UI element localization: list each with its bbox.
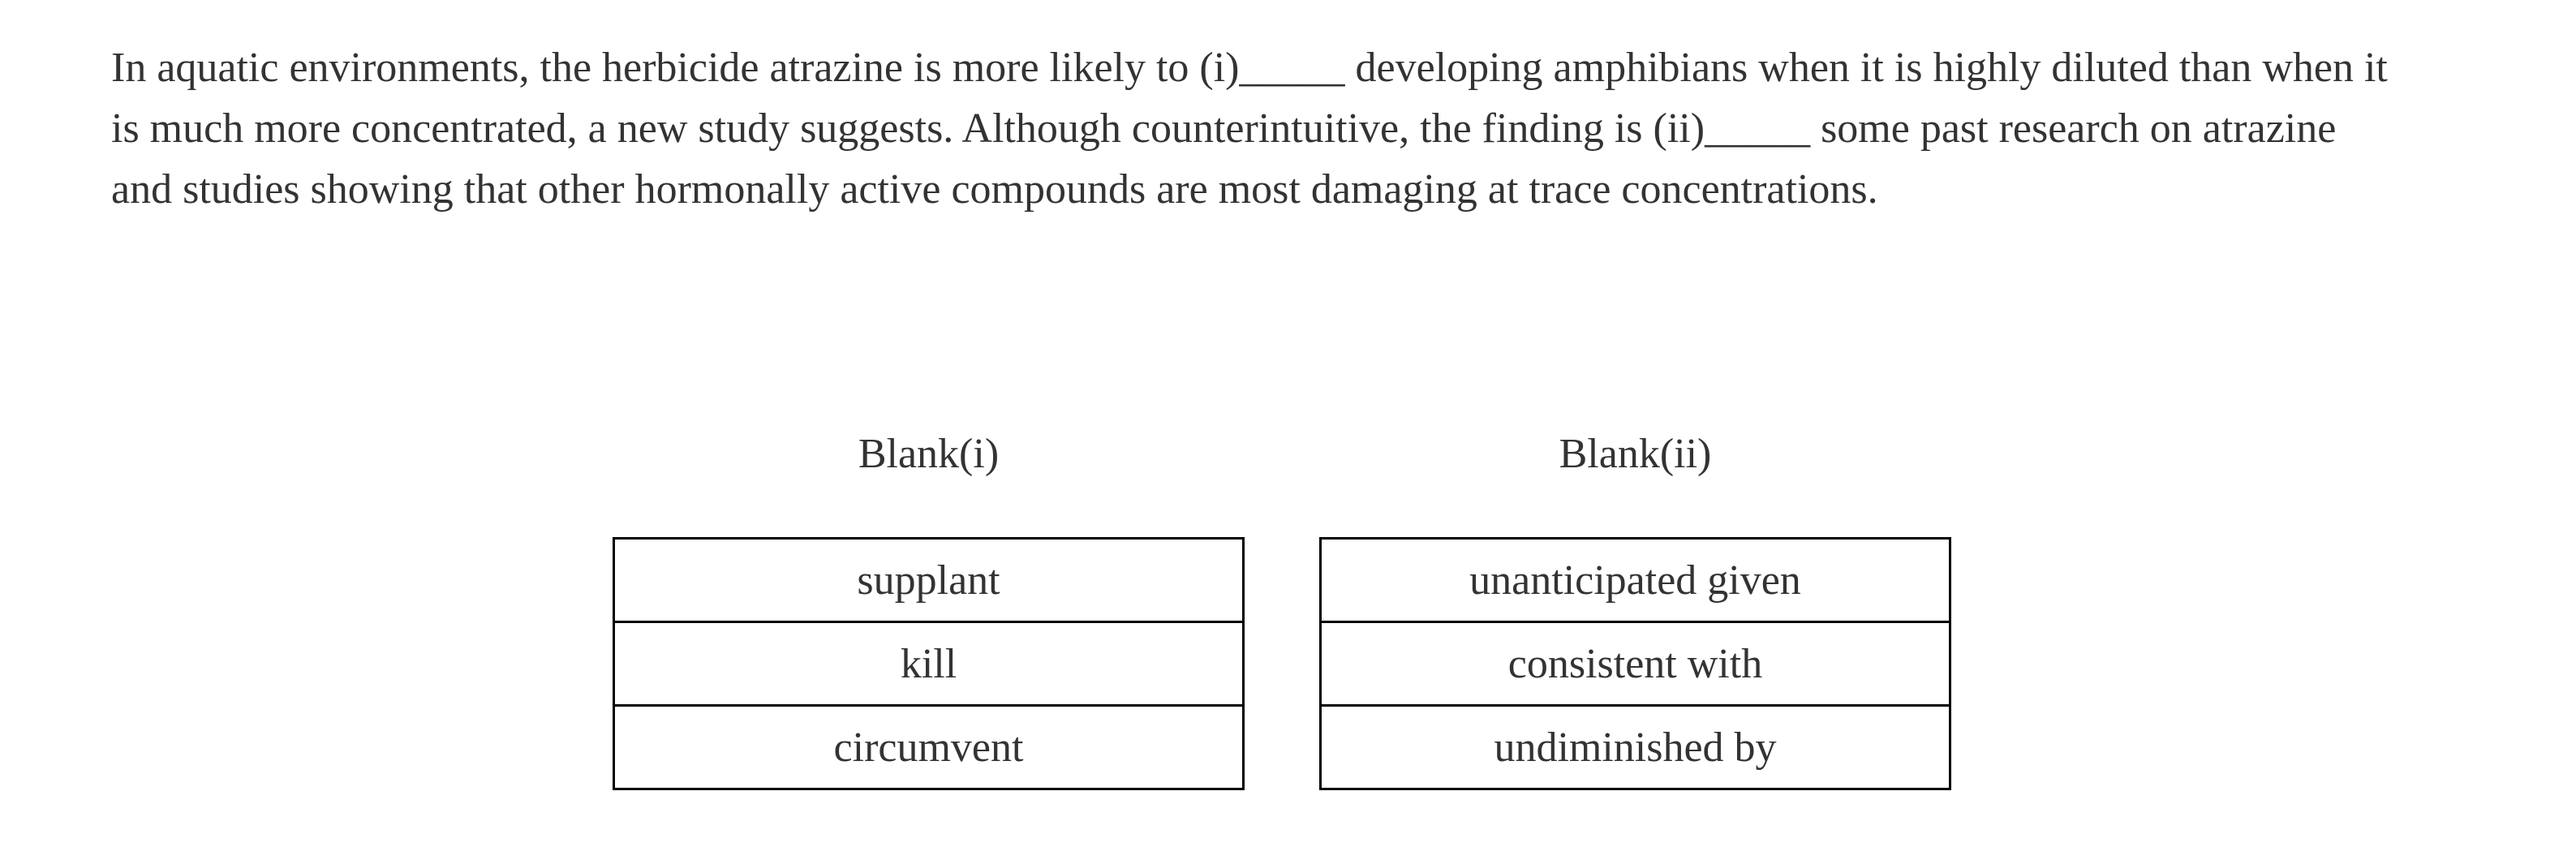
blank-i-options (613, 537, 1245, 790)
passage-line-3: and studies showing that other hormonally active compounds are most damaging at trace concentrations. (111, 166, 1878, 213)
question-passage (111, 37, 2513, 220)
blank-i-option-kill[interactable]: kill (615, 621, 1242, 704)
blank-ii-options (1319, 537, 1951, 790)
blank-i-option-circumvent[interactable]: circumvent (615, 704, 1242, 788)
blank-i-option-supplant[interactable]: supplant (615, 540, 1242, 621)
blank-i-heading: Blank(i) (858, 431, 1000, 477)
blank-ii-option-unanticipated-given[interactable]: unanticipated given (1322, 540, 1949, 621)
blank-ii-option-consistent-with[interactable]: consistent with (1322, 621, 1949, 704)
passage-line-1: In aquatic environments, the herbicide atrazine is more likely to (i)_____ developing amphibians when it is highly diluted than when it (111, 45, 2388, 91)
blank-ii-heading: Blank(ii) (1559, 431, 1712, 477)
blank-ii-option-undiminished-by[interactable]: undiminished by (1322, 704, 1949, 788)
passage-line-2: is much more concentrated, a new study suggests. Although counterintuitive, the finding is (ii)_____ some past research on atrazine (111, 105, 2337, 152)
